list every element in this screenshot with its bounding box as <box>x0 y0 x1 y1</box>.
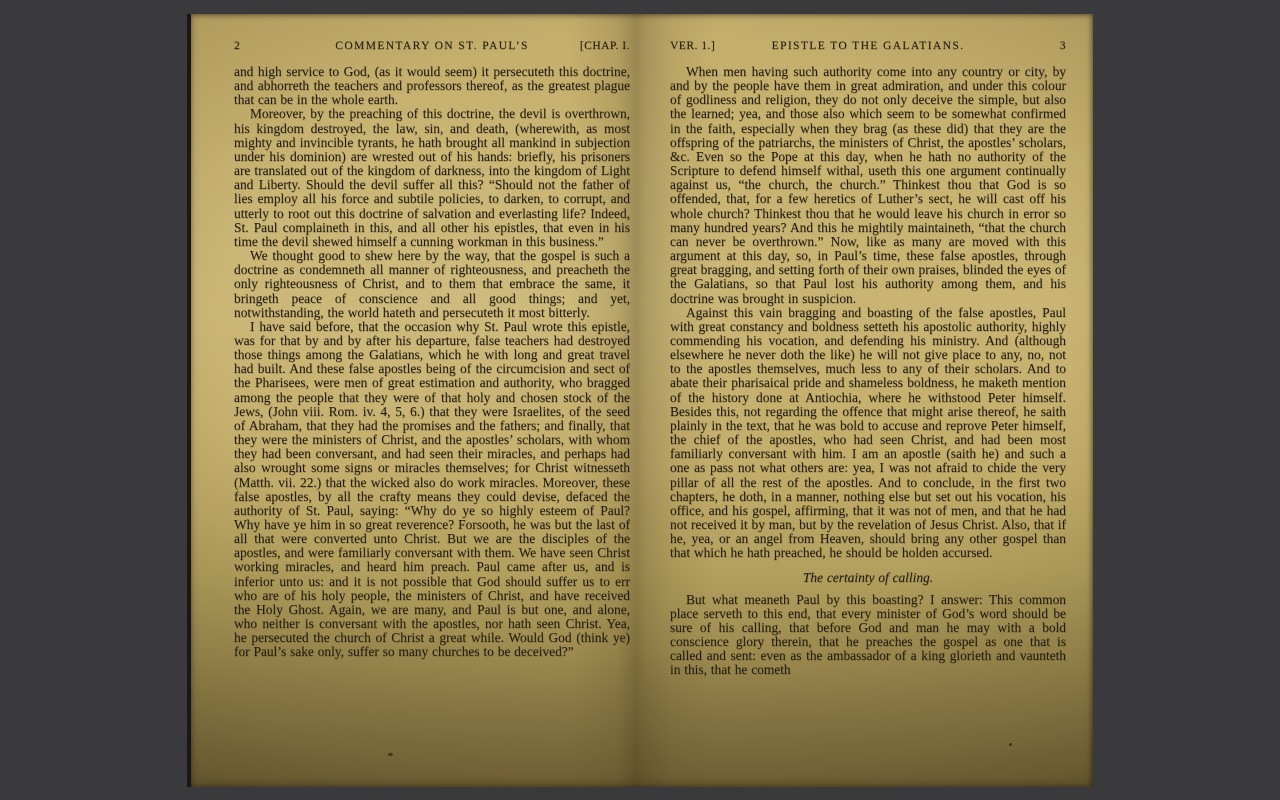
paragraph: I have said before, that the occasion why St. Paul wrote this epistle, was for that by and by after his departure, false teachers had destroyed those things among the Galatians, which he with long and great travel had built. And these false apostles being of the circumcision and sect of the Pharisees, were men of great estimation and authority, who bragged among the people that they were of that holy and chosen stock of the Jews, (John viii. Rom. iv. 4, 5, 6.) that they were Israelites, of the seed of Abraham, that they had the promises and the fathers; and finally, that they were the ministers of Christ, and the apostles’ scholars, with whom they had been conversant, and had seen their miracles, and perhaps had also wrought some signs or miracles themselves; for Christ witnesseth (Matth. vii. 22.) that the wicked also do work miracles. Moreover, these false apostles, by all the crafty means they could devise, defaced the authority of St. Paul, saying: “Why do ye so highly esteem of Paul? Why have ye him in so great reverence? Forsooth, he was but the last of all that were converted unto Christ. But we are the disciples of the apostles, and were familiarly conversant with them. We have seen Christ working miracles, and heard him preach. Paul came after us, and is inferior unto us: and it is not possible that God should suffer us to err who are of his holy people, the ministers of Christ, and have received the Holy Ghost. Again, we are many, and Paul is but one, and alone, who neither is conversant with the apostles, nor hath seen Christ. Yea, he persecuted the church of Christ a great while. Would God (think ye) for Paul’s sake only, suffer so many churches to be deceived?” <box>234 318 630 660</box>
page-number: 2 <box>234 40 241 52</box>
running-title: EPISTLE TO THE GALATIANS. <box>771 40 965 52</box>
page-right-text <box>670 65 1066 678</box>
paragraph: We thought good to shew here by the way, that the gospel is such a doctrine as condemneth all manner of righteousness, and preacheth the only righteousness of Christ, and to them that embrace the same, it bringeth peace of conscience and all good things; and yet, notwithstanding, the world hateth and persecuteth it most bitterly. <box>234 248 630 320</box>
paragraph: But what meaneth Paul by this boasting? I answer: This common place serveth to this end, that every minister of God’s word should be sure of his calling, that before God and man he may with a bold conscience glory therein, that he preaches the gospel as one that is called and sent: even as the ambassador of a king glorieth and vaunteth in this, that he cometh <box>670 591 1066 678</box>
chapter-marker: [CHAP. I. <box>579 40 630 52</box>
paragraph: Moreover, by the preaching of this doctrine, the devil is overthrown, his kingdom destroyed, the law, sin, and death, (wherewith, as most mighty and invincible tyrants, he hath brought all mankind in subjection under his dominion) are wrested out of his hands: briefly, his prisoners are translated out of the kingdom of darkness, into the kingdom of Light and Liberty. Should the devil suffer all this? “Should not the father of lies employ all his force and subtile policies, to darken, to corrupt, and utterly to root out this doctrine of salvation and everlasting life? Indeed, St. Paul complaineth in this, and all other his epistles, that even in his time the devil shewed himself a cunning workman in this business.” <box>234 106 630 249</box>
running-title: COMMENTARY ON ST. PAUL’S <box>335 40 529 52</box>
page-number: 3 <box>1059 40 1066 52</box>
running-head-left <box>234 40 630 56</box>
running-head-right <box>670 40 1066 56</box>
paragraph: When men having such authority come into any country or city, by and by the people have them in great admiration, and under this colour of godliness and religion, they do not only deceive the simple, but also the learned; yea, and those also which seem to be somewhat confirmed in the faith, especially when they brag (as these did) that they are the offspring of the patriarchs, the ministers of Christ, the apostles’ scholars, &c. Even so the Pope at this day, when he hath no authority of the Scripture to defend himself withal, useth this one argument continually against us, “the church, the church.” Thinkest thou that God is so offended, that, for a few heretics of Luther’s sect, he will cast off his whole church? Thinkest thou that he would leave his church in error so many hundred years? And this he mightily maintaineth, “that the church can never be overthrown.” Now, like as many are moved with this argument at this day, so, in Paul’s time, these false apostles, through great bragging, and setting forth of their own praises, blinded the eyes of the Galatians, so that Paul lost his authority among them, and his doctrine was brought in suspicion. <box>670 64 1066 306</box>
page-speck <box>388 753 393 756</box>
book-scan <box>187 14 1093 787</box>
page-right <box>648 14 1093 787</box>
paragraph: Against this vain bragging and boasting of the false apostles, Paul with great constancy and boldness setteth his apostolic authority, highly commending his vocation, and defending his ministry. And (although elsewhere he never doth the like) he will not give place to any, no, not to the apostles themselves, much less to any of their scholars. And to abate their pharisaical pride and shameless boldness, he maketh mention of the history done at Antiochia, where he withstood Peter himself. Besides this, not regarding the offence that might arise thereof, he saith plainly in the text, that he was bold to accuse and reprove Peter himself, the chief of the apostles, who had seen Christ, and had been most familiarly conversant with him. I am an apostle (saith he) and such a one as pass not what others are: yea, I was not afraid to chide the very pillar of all the rest of the apostles. And to conclude, in the first two chapters, he doth, in a manner, nothing else but set out his vocation, his office, and his gospel, affirming, that it was not of men, and that he had not received it by man, but by the revelation of Jesus Christ. Also, that if he, yea, or an angel from Heaven, should bring any other gospel than that which he hath preached, he should be holden accursed. <box>670 304 1066 561</box>
page-left-text <box>234 65 630 660</box>
paragraph: and high service to God, (as it would seem) it persecuteth this doctrine, and abhorreth the teachers and professors thereof, as the greatest plague that can be in the whole earth. <box>234 64 630 108</box>
section-heading: The certainty of calling. <box>802 570 934 586</box>
verse-marker: VER. 1.] <box>670 40 716 52</box>
page-left <box>191 14 648 787</box>
page-speck <box>1009 743 1012 746</box>
